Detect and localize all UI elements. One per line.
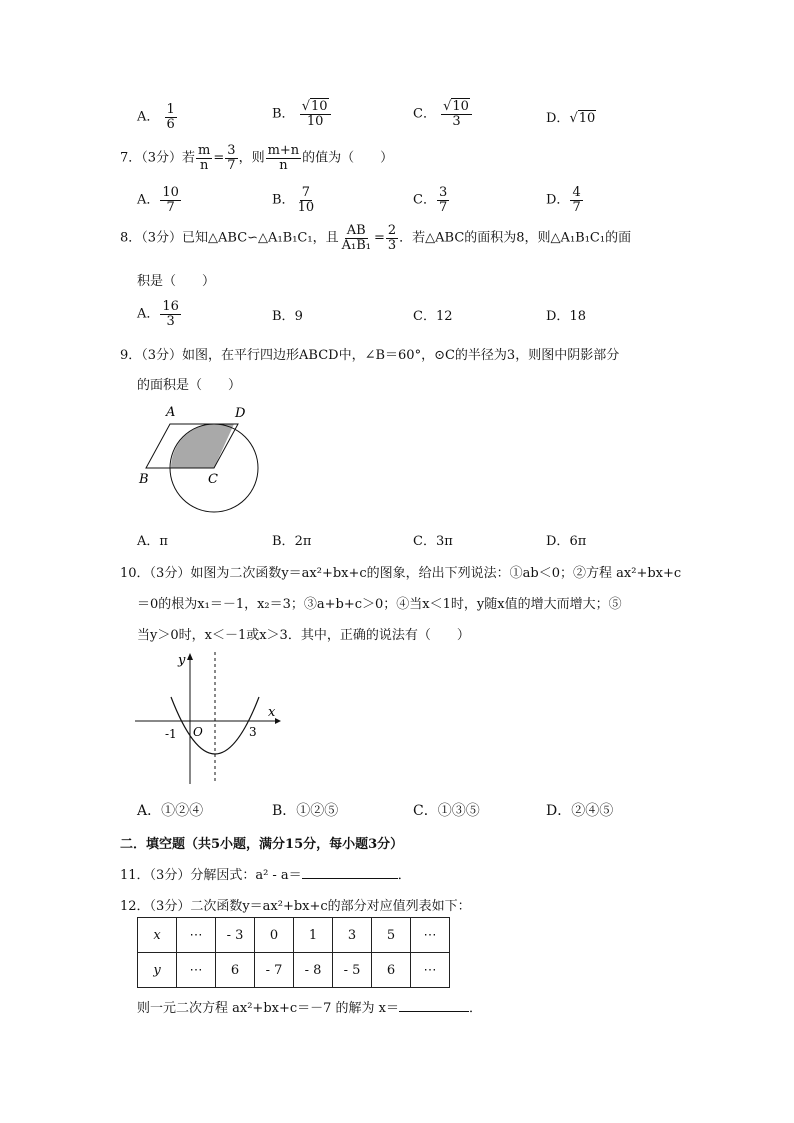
table-cell: 1 — [294, 918, 333, 953]
y-axis-arrow-icon — [187, 653, 193, 660]
label-a: A — [166, 405, 176, 420]
table-cell: 6 — [216, 953, 255, 988]
fraction: $\frac{m}{n}$ — [198, 143, 211, 173]
label-neg1: -1 — [165, 727, 177, 741]
label-origin: O — [193, 725, 203, 739]
fraction: $\frac{3}{7}$ — [438, 185, 448, 215]
q9-option-b: B．2π — [272, 534, 312, 549]
x-axis-arrow-icon — [275, 718, 281, 724]
q8-option-b: B．9 — [272, 309, 303, 324]
label-b: B — [139, 472, 149, 487]
fraction: $\frac{16}{3}$ — [162, 299, 179, 329]
table-row — [138, 953, 450, 988]
section-heading: 二．填空题（共5小题，满分15分，每小题3分） — [120, 837, 404, 852]
q8-option-d: D．18 — [546, 309, 586, 324]
q6-option-b: B． $\frac{√10}{10}$ — [272, 100, 332, 128]
label-c: C — [208, 472, 218, 487]
fraction: $\frac{2}{3}$ — [387, 223, 397, 253]
fraction: $\frac{1}{6}$ — [166, 102, 175, 132]
q6-option-c: C． $\frac{√10}{3}$ — [413, 100, 473, 128]
q10-option-c: C．①③⑤ — [413, 803, 480, 819]
q7-option-c: C． $\frac{3}{7}$ — [413, 185, 448, 215]
table-cell: - 3 — [216, 918, 255, 953]
value-table — [137, 917, 450, 988]
q6-option-d: D．√10 — [546, 111, 596, 126]
table-cell: ⋯ — [177, 918, 216, 953]
q10-option-b: B．①②⑤ — [272, 803, 339, 819]
table-row — [138, 918, 450, 953]
shaded-region — [171, 424, 234, 468]
q7-stem: 7．（3分）若 $\frac{m}{n}$ = $\frac{3}{7}$ ，则 $\frac{m+n}{n}$ 的值为（ ） — [120, 143, 394, 173]
q10-option-a: A．①②④ — [137, 803, 204, 819]
fraction: $\frac{7}{10}$ — [297, 185, 315, 215]
fraction: $\frac{√10}{10}$ — [300, 100, 331, 128]
fraction: $\frac{AB}{\text{A₁B₁}}$ — [341, 223, 371, 253]
q9-option-d: D．6π — [546, 534, 587, 549]
table-cell: 3 — [333, 918, 372, 953]
fraction: $\frac{√10}{3}$ — [441, 100, 472, 128]
q8-option-c: C．12 — [413, 309, 453, 324]
table-cell: x — [138, 918, 177, 953]
q12-stem-line2: 则一元二次方程 ax²+bx+c＝－7 的解为 x＝ ． — [137, 1001, 483, 1016]
q11-stem: 11．（3分）分解因式：a² - a＝ ． — [120, 868, 411, 883]
fraction: $\frac{10}{7}$ — [162, 185, 179, 215]
fraction: $\frac{3}{7}$ — [227, 143, 236, 173]
q10-stem-line1: 10．（3分）如图为二次函数y＝ax²+bx+c的图象，给出下列说法：①ab＜0；②方程 ax²+bx+c — [120, 566, 682, 581]
q6-option-a: A． $\frac{1}{6}$ — [137, 102, 175, 132]
q9-stem-line1: 9．（3分）如图，在平行四边形ABCD中，∠B＝60°，⊙C的半径为3，则图中阴影部分 — [120, 348, 620, 363]
q7-option-b: B． $\frac{7}{10}$ — [272, 185, 315, 215]
table-cell: ⋯ — [411, 918, 450, 953]
q10-stem-line3: 当y＞0时，x＜－1或x＞3．其中，正确的说法有（ ） — [137, 628, 470, 643]
q8-option-a: A． $\frac{16}{3}$ — [137, 299, 179, 329]
q7-option-d: D． $\frac{4}{7}$ — [546, 185, 581, 215]
q8-stem-line2: 积是（ ） — [137, 274, 216, 289]
table-cell: ⋯ — [411, 953, 450, 988]
table-cell: 6 — [372, 953, 411, 988]
q10-option-d: D．②④⑤ — [546, 803, 614, 819]
table-cell: y — [138, 953, 177, 988]
parabola-graph — [135, 650, 285, 786]
table-cell: 5 — [372, 918, 411, 953]
table-cell: 0 — [255, 918, 294, 953]
q7-option-a: A． $\frac{10}{7}$ — [137, 185, 179, 215]
q9-option-c: C．3π — [413, 534, 453, 549]
q9-stem-line2: 的面积是（ ） — [137, 378, 242, 393]
table-cell: - 5 — [333, 953, 372, 988]
table-cell: - 8 — [294, 953, 333, 988]
label-y: y — [178, 653, 186, 668]
fraction: $\frac{m+n}{n}$ — [267, 143, 300, 173]
q9-option-a: A．π — [137, 534, 168, 549]
parallelogram-circle-figure — [130, 398, 270, 518]
label-3: 3 — [249, 725, 257, 739]
label-d: D — [235, 406, 246, 421]
q12-stem-line1: 12．（3分）二次函数y＝ax²+bx+c的部分对应值列表如下： — [120, 899, 471, 914]
q8-stem: 8．（3分）已知△ABC∽△A₁B₁C₁，且 $\frac{AB}{\text{A₁B₁}}$ = $\frac{2}{3}$ ．若△ABC的面积为8，则△A₁B₁C₁的面 — [120, 223, 632, 253]
label-x: x — [268, 705, 276, 720]
table-cell: - 7 — [255, 953, 294, 988]
answer-blank[interactable] — [302, 878, 398, 879]
table-cell: ⋯ — [177, 953, 216, 988]
answer-blank[interactable] — [399, 1011, 469, 1012]
fraction: $\frac{4}{7}$ — [572, 185, 581, 215]
q10-stem-line2: ＝0的根为x₁＝－1，x₂＝3；③a+b+c＞0；④当x＜1时，y随x值的增大而增大；⑤ — [137, 597, 622, 612]
